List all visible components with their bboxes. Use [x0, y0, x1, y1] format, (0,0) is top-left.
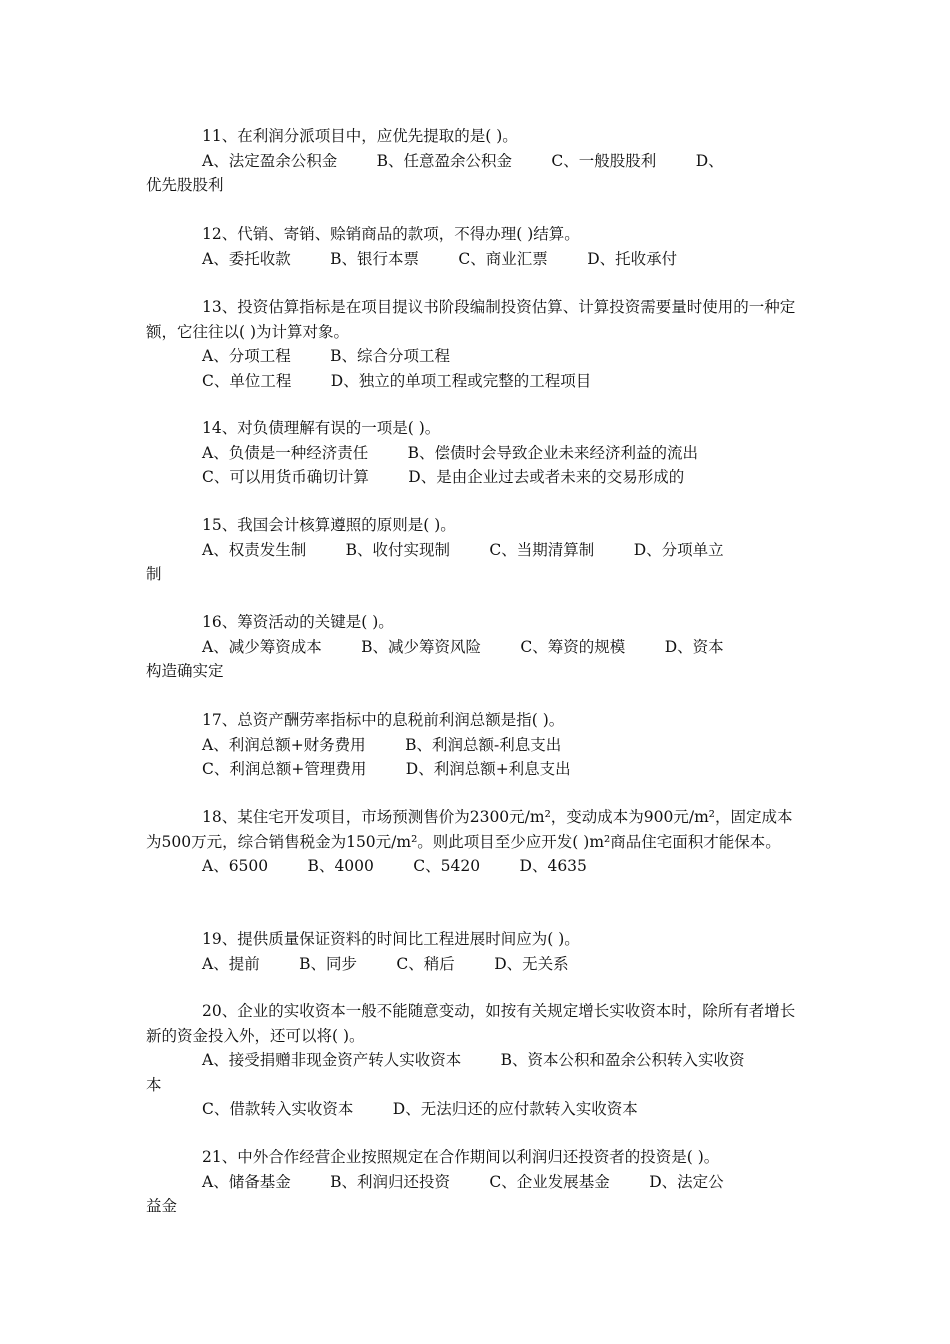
question-stem: 18、某住宅开发项目，市场预测售价为2300元/m²，变动成本为900元/m²，固定成本为500万元，综合销售税金为150元/m²。则此项目至少应开发( )m²商品住宅面积才能保本。: [146, 808, 793, 851]
question-stem: 13、投资估算指标是在项目提议书阶段编制投资估算、计算投资需要量时使用的一种定额，它往往以( )为计算对象。: [146, 298, 796, 341]
question-stem: 11、在利润分派项目中，应优先提取的是( )。: [202, 127, 518, 145]
options-line: A、权责发生制 B、收付实现制 C、当期清算制 D、分项单立: [202, 540, 724, 559]
options-line: A、负债是一种经济责任 B、偿债时会导致企业未来经济利益的流出: [202, 443, 699, 462]
options-line: C、借款转入实收资本 D、无法归还的应付款转入实收资本: [202, 1100, 638, 1118]
question-stem: 15、我国会计核算遵照的原则是( )。: [202, 516, 456, 534]
options-line: A、减少筹资成本 B、减少筹资风险 C、筹资的规模 D、资本: [202, 637, 724, 656]
question-stem: 16、筹资活动的关键是( )。: [202, 613, 394, 631]
options-line: A、提前 B、同步 C、稍后 D、无关系: [202, 954, 569, 973]
question-18: [146, 805, 806, 879]
question-stem: 14、对负债理解有误的一项是( )。: [202, 419, 441, 437]
question-stem: 20、企业的实收资本一般不能随意变动，如按有关规定增长实收资本时，除所有者增长新的资金投入外，还可以将( )。: [146, 1002, 796, 1045]
options-line: A、利润总额+财务费用 B、利润总额-利息支出: [202, 735, 562, 754]
question-stem: 17、总资产酬劳率指标中的息税前利润总额是指( )。: [202, 711, 565, 729]
question-13: [146, 295, 806, 393]
question-15: [146, 513, 806, 587]
question-12: [146, 222, 806, 271]
question-16: [146, 610, 806, 684]
options-line: C、可以用货币确切计算 D、是由企业过去或者未来的交易形成的: [202, 468, 685, 486]
options-tail: 优先股股利: [146, 176, 224, 194]
options-line: A、委托收款 B、银行本票 C、商业汇票 D、托收承付: [202, 249, 678, 268]
options-tail: 本: [146, 1075, 162, 1094]
question-stem: 19、提供质量保证资料的时间比工程进展时间应为( )。: [202, 930, 580, 948]
options-line: A、法定盈余公积金 B、任意盈余公积金 C、一般股股利 D、: [202, 151, 724, 170]
options-line: C、利润总额+管理费用 D、利润总额+利息支出: [202, 760, 571, 778]
options-line: A、储备基金 B、利润归还投资 C、企业发展基金 D、法定公: [202, 1172, 724, 1191]
question-stem: 12、代销、寄销、赊销商品的款项，不得办理( )结算。: [202, 225, 580, 243]
options-line: C、单位工程 D、独立的单项工程或完整的工程项目: [202, 371, 592, 390]
question-20: [146, 999, 806, 1122]
options-line: A、6500 B、4000 C、5420 D、4635: [202, 857, 587, 875]
question-stem: 21、中外合作经营企业按照规定在合作期间以利润归还投资者的投资是( )。: [202, 1148, 720, 1166]
question-19: [146, 927, 806, 976]
question-14: [146, 416, 806, 490]
options-tail: 构造确实定: [146, 662, 224, 680]
options-tail: 制: [146, 565, 162, 583]
options-tail: 益金: [146, 1197, 178, 1215]
options-line: A、接受捐赠非现金资产转人实收资本 B、资本公积和盈余公积转入实收资: [202, 1051, 745, 1069]
question-21: [146, 1145, 806, 1219]
question-17: [146, 708, 806, 782]
options-line: A、分项工程 B、综合分项工程: [202, 347, 451, 365]
question-11: [146, 124, 806, 198]
